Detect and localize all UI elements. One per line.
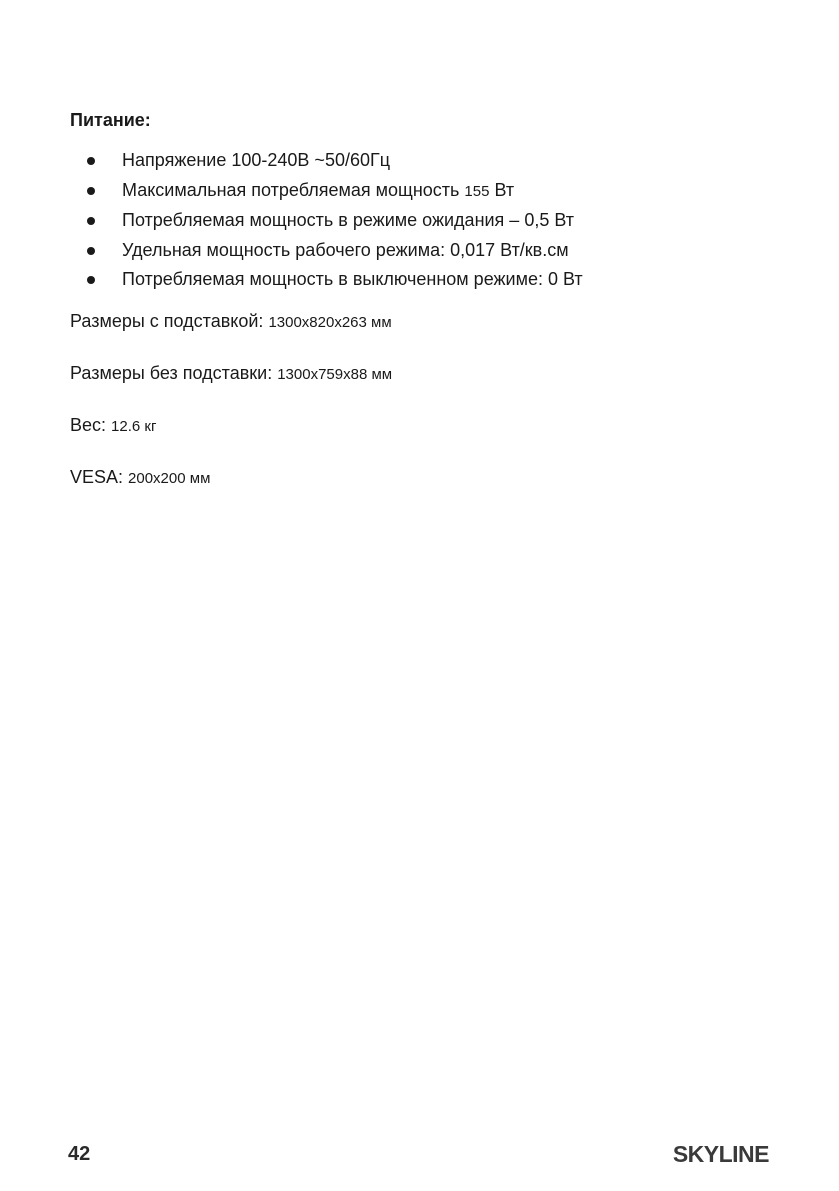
bullet-icon <box>87 217 95 225</box>
bullet-icon <box>87 187 95 195</box>
list-item <box>70 146 790 176</box>
list-item <box>70 206 790 236</box>
spec-value: 12.6 кг <box>111 417 157 435</box>
spec-value: 200x200 мм <box>128 469 211 487</box>
spec-label: Размеры без подставки: <box>70 362 278 383</box>
spec-label: Вес: <box>70 414 112 435</box>
power-spec-list <box>70 146 790 295</box>
section-title-power: Питание: <box>70 110 151 130</box>
power-item-label: Потребляемая мощность в режиме ожидания – 0,5 Вт <box>122 210 574 230</box>
page-number: 42 <box>68 1143 91 1165</box>
spec-label: Размеры с подставкой: <box>70 310 269 331</box>
spec-dims-with-stand <box>70 309 790 335</box>
spec-vesa <box>70 465 790 491</box>
spec-weight <box>70 413 790 439</box>
list-item <box>70 265 790 295</box>
list-item <box>70 176 790 207</box>
power-item-label: Удельная мощность рабочего режима: 0,017 Вт/кв.см <box>122 239 569 260</box>
spec-label: VESA: <box>70 466 129 487</box>
bullet-icon <box>87 157 95 165</box>
spec-value: 1300x759x88 мм <box>277 365 393 383</box>
spec-value: 1300x820x263 мм <box>268 313 392 331</box>
list-item <box>70 236 790 266</box>
bullet-icon <box>87 247 95 255</box>
power-item-value: 155 <box>464 182 490 200</box>
power-item-unit: Вт <box>489 179 515 200</box>
power-item-label: Напряжение 100-240В ~50/60Гц <box>122 150 391 170</box>
page-content <box>70 108 790 517</box>
bullet-icon <box>87 276 95 284</box>
brand-logo: SKYLINE <box>672 1141 769 1167</box>
power-item-label: Потребляемая мощность в выключенном режиме: 0 Вт <box>122 269 583 289</box>
power-item-label: Максимальная потребляемая мощность <box>122 179 465 200</box>
spec-dims-without-stand <box>70 361 790 387</box>
